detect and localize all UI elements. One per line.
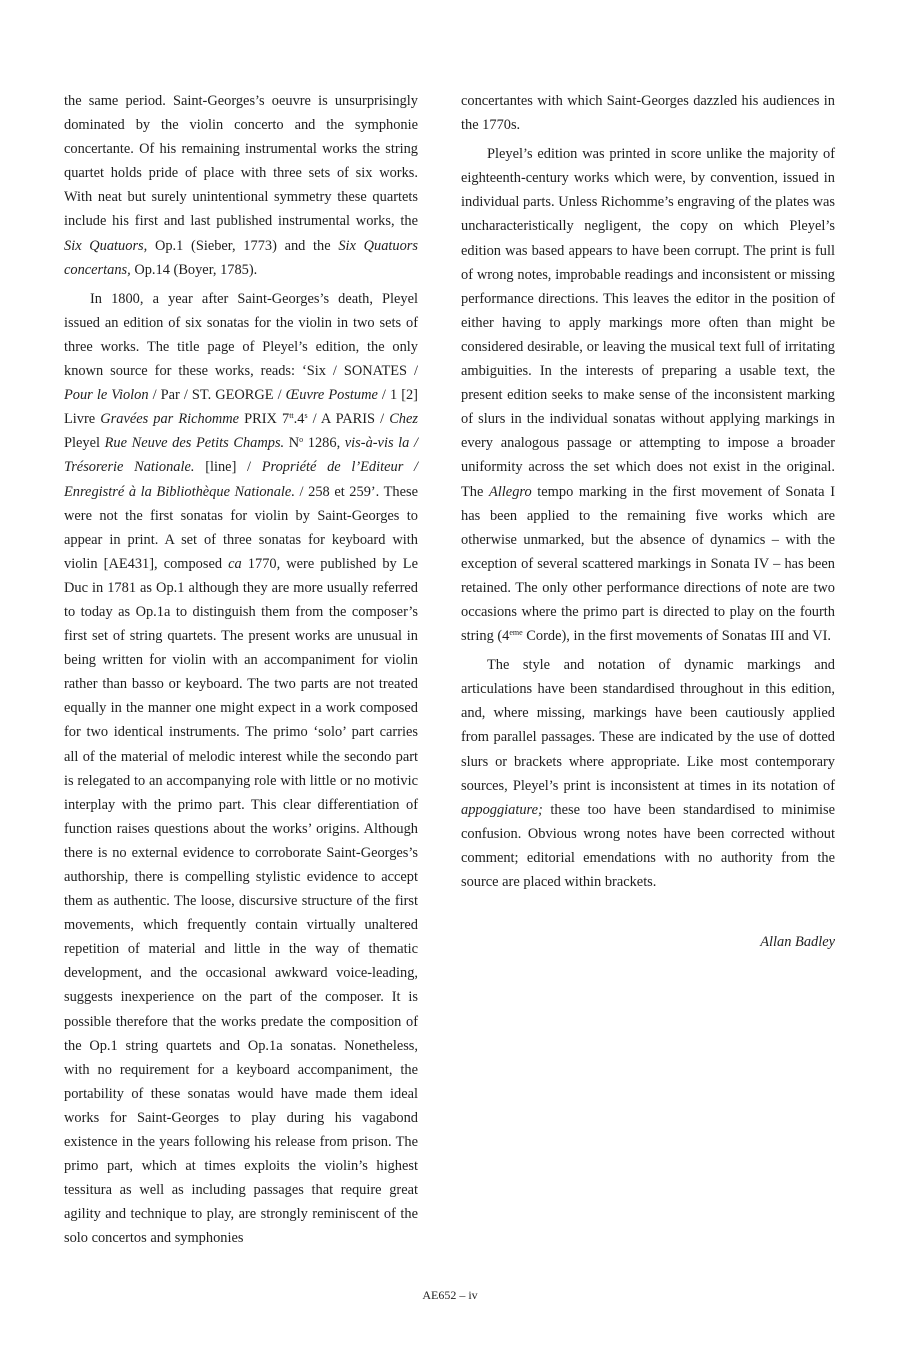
text-run: 1770, were published by Le Duc in 1781 as Op.1 although they are more usually referred to today as Op.1a to distinguish them from the composer’s first set of string quartets. The present works are unusual in being written for violin with an accompaniment for violin rather than basso or keyboard. The two parts are not treated equally in the manner one might expect in a work composed for two identical instruments. The primo ‘solo’ part carries all of the material of melodic interest while the secondo part is relegated to an accompanying role with little or no motivic interplay with the primo part. This clear differentiation of function raises questions about the works’ origins. Although there is no external evidence to corroborate Saint-Georges’s authorship, there is compelling stylistic evidence to accept them as authentic. The loose, discursive structure of the first movements, which frequently contain virtually unaltered repetition of material and little in the way of thematic development, and the occasional awkward voice-leading, suggests inexperience on the part of the composer. It is possible therefore that the works predate the composition of the Op.1 string quartets and Op.1a sonatas. Nonetheless, with no requirement for a keyboard accompaniment, the portability of these sonatas would have made them ideal works for Saint-Georges to play during his vagabond existence in the years following his release from prison. The primo part, which at times exploits the violin’s highest tessitura as well as including passages that require great agility and technique to play, are strongly reminiscent of the solo concertos and symphonies	[64, 555, 418, 1247]
text-run: The style and notation of dynamic markings and articulations have been standardised throughout in this edition, and, where missing, markings have been cautiously applied from parallel passages. These are indicated by the use of dotted slurs or brackets where appropriate. Like most contemporary sources, Pleyel’s print is inconsistent at times in its notation of	[461, 657, 835, 794]
italic-text: Rue Neuve des Petits Champs.	[104, 435, 285, 452]
text-run: / 1 [2] Livre	[64, 387, 418, 428]
text-run: concertantes with which Saint-Georges dazzled his audiences in the 1770s.	[461, 93, 835, 134]
italic-text: vis-à-vis la / Trésorerie Nationale.	[64, 435, 418, 476]
italic-text: Gravées par Richomme	[100, 411, 240, 428]
text-run: / 258 et 259’. These were not the first sonatas for violin by Saint-Georges to appear in print. A set of three sonatas for keyboard with violin [AE431], composed	[64, 483, 418, 572]
superscript: tt	[289, 411, 294, 421]
text-run: [line] /	[194, 459, 262, 476]
text-run: Op.1 (Sieber, 1773) and the	[147, 237, 339, 254]
text-run: Pleyel’s edition was printed in score unlike the majority of eighteenth-century works which were, by convention, issued in individual parts. Unless Richomme’s engraving of the plates was uncharacteristically negligent, the copy on which Pleyel’s edition was based appears to have been corrupt. The print is full of wrong notes, improbable readings and inconsistent or missing performance directions. This leaves the editor in the position of either having to apply markings more often than might be considered desirable, or leaving the musical text full of irritating ambiguities. In the interests of preparing a usable text, the present edition seeks to make sense of the inconsistent marking of slurs in the individual sonatas without applying markings in every analogous passage or attempting to impose a broader uniformity across the set which does not exist in the original. The	[461, 146, 835, 500]
paragraph	[64, 89, 418, 282]
author-signature: Allan Badley	[760, 934, 835, 950]
italic-text: Chez	[389, 411, 418, 428]
superscript: s	[304, 411, 308, 421]
page-footer: AE652 – iv	[422, 1288, 478, 1302]
left-column	[64, 89, 418, 1251]
text-run: .4	[293, 411, 305, 428]
text-run: PRIX 7	[239, 411, 290, 428]
text-run: / A PARIS /	[307, 411, 390, 428]
text-run: these too have been standardised to minimise confusion. Obvious wrong notes have been corrected without comment; editorial emendations with no authority from the source are placed within brackets.	[461, 801, 835, 890]
paragraph	[461, 89, 835, 137]
paragraph	[461, 653, 835, 894]
right-column	[461, 89, 835, 894]
superscript: eme	[509, 628, 523, 638]
text-run: Corde), in the first movements of Sonatas III and VI.	[522, 628, 831, 645]
text-run: the same period. Saint-Georges’s oeuvre is unsurprisingly dominated by the violin concerto and the symphonie concertante. Of his remaining instrumental works the string quartet holds pride of place with three sets of six works. With neat but surely unintentional symmetry these quartets include his first and last published instrumental works, the	[64, 93, 418, 230]
italic-text: Pour le Violon	[64, 387, 149, 404]
italic-text: Six Quatuors,	[64, 237, 148, 254]
text-run: Op.14 (Boyer, 1785).	[130, 261, 258, 278]
italic-text: Propriété de l’Editeur / Enregistré à la Bibliothèque Nationale.	[64, 459, 418, 500]
text-run: Pleyel	[64, 435, 105, 452]
text-run: / Par / ST. GEORGE /	[148, 387, 286, 404]
text-run: In 1800, a year after Saint-Georges’s death, Pleyel issued an edition of six sonatas for the violin in two sets of three works. The title page of Pleyel’s edition, the only known source for these works, reads: ‘Six / SONATES /	[64, 290, 418, 380]
italic-text: ca	[228, 555, 242, 572]
text-run: N	[284, 435, 300, 452]
superscript: o	[299, 435, 304, 445]
text-run: 1286,	[303, 435, 345, 452]
paragraph	[461, 142, 835, 648]
italic-text: appoggiature;	[461, 801, 543, 818]
paragraph	[64, 287, 418, 1251]
text-run: tempo marking in the first movement of Sonata I has been applied to the remaining five works which are otherwise unmarked, but the absence of dynamics – with the exception of several scattered markings in Sonata IV – has been retained. The only other performance directions of note are two occasions where the primo part is directed to play on the fourth string (4	[461, 483, 835, 645]
italic-text: Œuvre Postume	[285, 387, 378, 404]
italic-text: Allegro	[489, 483, 532, 500]
italic-text: Six Quatuors concertans,	[64, 237, 418, 278]
